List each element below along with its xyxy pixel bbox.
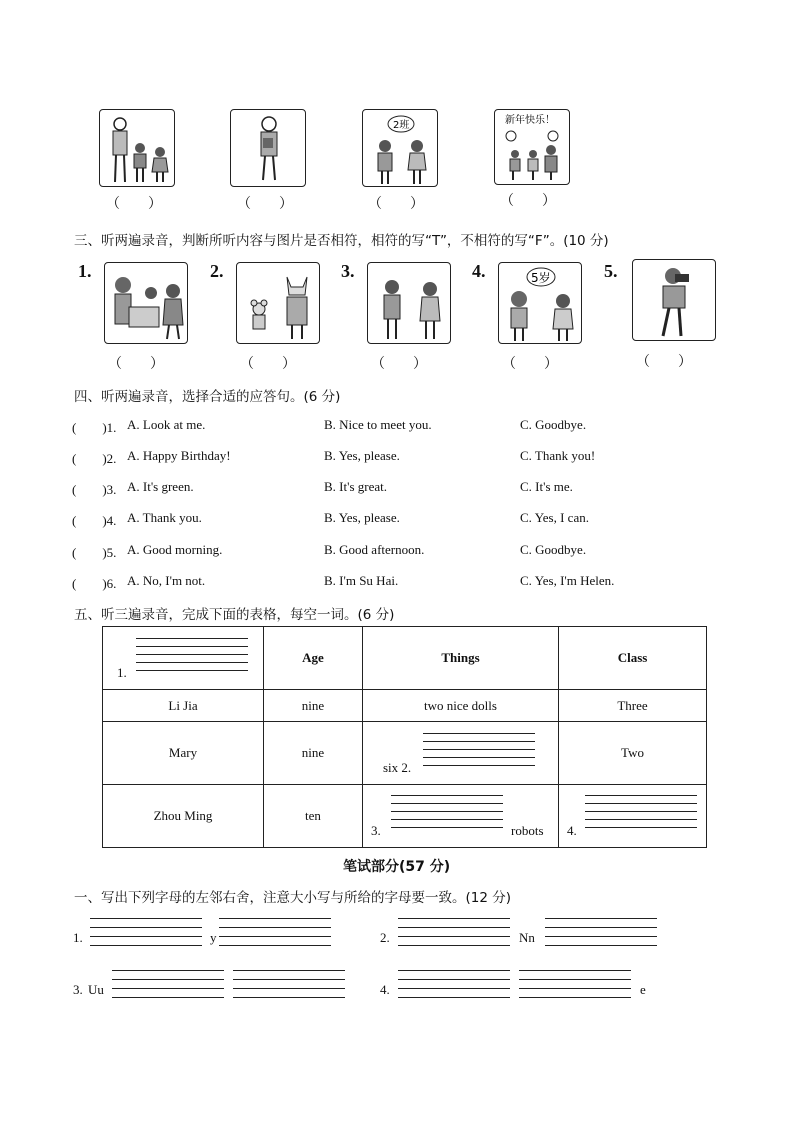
- blank-prefix: six 2.: [383, 760, 412, 775]
- write-lines-right[interactable]: [233, 970, 345, 998]
- cell-things-blank: [363, 722, 559, 785]
- given-letter: y: [210, 930, 217, 945]
- question-row: [72, 448, 712, 468]
- answer-paren[interactable]: （ ）: [240, 357, 296, 372]
- cell-name: Li Jia: [103, 690, 264, 722]
- write-lines[interactable]: [585, 795, 697, 828]
- answer-blank[interactable]: ( )4.: [72, 513, 117, 528]
- answer-blank[interactable]: ( )1.: [72, 420, 117, 435]
- item-number: 1.: [73, 930, 83, 945]
- cell-name: Zhou Ming: [103, 785, 264, 848]
- info-table: [102, 626, 707, 848]
- written-heading: 一、写出下列字母的左邻右舍，注意大小写与所给的字母要一致。(12 分): [74, 890, 512, 906]
- write-lines-left[interactable]: [398, 918, 510, 946]
- picture-s3-3: [367, 262, 451, 344]
- question-row: [72, 510, 712, 530]
- picture-s3-2: [236, 262, 320, 344]
- picture-top-1: [99, 109, 175, 187]
- cell-age: nine: [264, 722, 363, 785]
- given-letter: Nn: [519, 930, 535, 945]
- item-number: 2.: [210, 261, 224, 281]
- item-number: 5.: [604, 261, 618, 281]
- blank-number: 3.: [371, 823, 381, 838]
- picture-top-3: [362, 109, 438, 187]
- speech-bubble-age: 5岁: [531, 271, 551, 285]
- section5-heading: 五、听三遍录音，完成下面的表格，每空一词。(6 分): [74, 607, 395, 623]
- banner-newyear: 新年快乐！: [505, 115, 555, 126]
- write-lines[interactable]: [136, 638, 248, 671]
- cell-age: nine: [264, 690, 363, 722]
- option-a: A. No, I'm not.: [127, 573, 206, 588]
- answer-blank[interactable]: ( )3.: [72, 482, 117, 497]
- write-lines[interactable]: [391, 795, 503, 828]
- option-c: C. Yes, I'm Helen.: [520, 573, 615, 588]
- picture-top-4: [494, 109, 570, 185]
- option-c: C. Goodbye.: [520, 417, 587, 432]
- answer-paren[interactable]: （ ）: [502, 357, 558, 372]
- picture-s3-5: [632, 259, 716, 341]
- cell-age: ten: [264, 785, 363, 848]
- option-c: C. It's me.: [520, 479, 573, 494]
- write-lines-right[interactable]: [219, 918, 331, 946]
- option-b: B. It's great.: [324, 479, 387, 494]
- header-class: Class: [559, 627, 707, 690]
- section3-heading: 三、听两遍录音，判断所听内容与图片是否相符，相符的写“T”，不相符的写“F”。(10 分): [74, 233, 609, 249]
- option-b: B. I'm Su Hai.: [324, 573, 399, 588]
- cell-class: Three: [559, 690, 707, 722]
- option-a: A. Happy Birthday!: [127, 448, 231, 463]
- option-c: C. Yes, I can.: [520, 510, 589, 525]
- question-row: [72, 479, 712, 499]
- cell-things-blank: [363, 785, 559, 848]
- given-letter: e: [640, 982, 646, 997]
- option-b: B. Yes, please.: [324, 510, 400, 525]
- option-c: C. Goodbye.: [520, 542, 587, 557]
- header-age: Age: [264, 627, 363, 690]
- option-b: B. Good afternoon.: [324, 542, 425, 557]
- blank-suffix: robots: [511, 823, 544, 838]
- question-row: [72, 417, 712, 437]
- write-lines-right[interactable]: [519, 970, 631, 998]
- item-number: 3.: [341, 261, 355, 281]
- write-lines-left[interactable]: [112, 970, 224, 998]
- item-number: 4.: [472, 261, 486, 281]
- speech-bubble-class2: 2班: [393, 120, 410, 131]
- option-b: B. Nice to meet you.: [324, 417, 432, 432]
- blank-number: 4.: [567, 823, 577, 838]
- option-a: A. Thank you.: [127, 510, 202, 525]
- cell-class: Two: [559, 722, 707, 785]
- section4-heading: 四、听两遍录音，选择合适的应答句。(6 分): [74, 389, 341, 405]
- question-row: [72, 542, 712, 562]
- blank-number: 1.: [117, 665, 127, 680]
- write-lines-right[interactable]: [545, 918, 657, 946]
- answer-paren[interactable]: （ ）: [106, 197, 162, 212]
- header-blank-cell: [103, 627, 264, 690]
- answer-paren[interactable]: （ ）: [371, 357, 427, 372]
- write-lines-left[interactable]: [398, 970, 510, 998]
- picture-s3-1: [104, 262, 188, 344]
- item-number: 4.: [380, 982, 390, 997]
- option-a: A. Good morning.: [127, 542, 223, 557]
- write-lines-left[interactable]: [90, 918, 202, 946]
- answer-paren[interactable]: （ ）: [636, 355, 692, 370]
- answer-paren[interactable]: （ ）: [237, 197, 293, 212]
- option-c: C. Thank you!: [520, 448, 596, 463]
- answer-paren[interactable]: （ ）: [108, 357, 164, 372]
- item-number: 2.: [380, 930, 390, 945]
- picture-top-2: [230, 109, 306, 187]
- written-title: 笔试部分(57 分): [343, 859, 451, 875]
- option-a: A. Look at me.: [127, 417, 206, 432]
- item-number: 3.: [73, 982, 83, 997]
- option-b: B. Yes, please.: [324, 448, 400, 463]
- cell-name: Mary: [103, 722, 264, 785]
- item-number: 1.: [78, 261, 92, 281]
- given-letter: Uu: [88, 982, 104, 997]
- answer-blank[interactable]: ( )5.: [72, 545, 117, 560]
- answer-paren[interactable]: （ ）: [368, 197, 424, 212]
- answer-blank[interactable]: ( )6.: [72, 576, 117, 591]
- cell-class-blank: [559, 785, 707, 848]
- cell-things: two nice dolls: [363, 690, 559, 722]
- write-lines[interactable]: [423, 733, 535, 766]
- picture-s3-4: [498, 262, 582, 344]
- question-row: [72, 573, 712, 593]
- answer-blank[interactable]: ( )2.: [72, 451, 117, 466]
- option-a: A. It's green.: [127, 479, 194, 494]
- answer-paren[interactable]: （ ）: [500, 194, 556, 209]
- header-things: Things: [363, 627, 559, 690]
